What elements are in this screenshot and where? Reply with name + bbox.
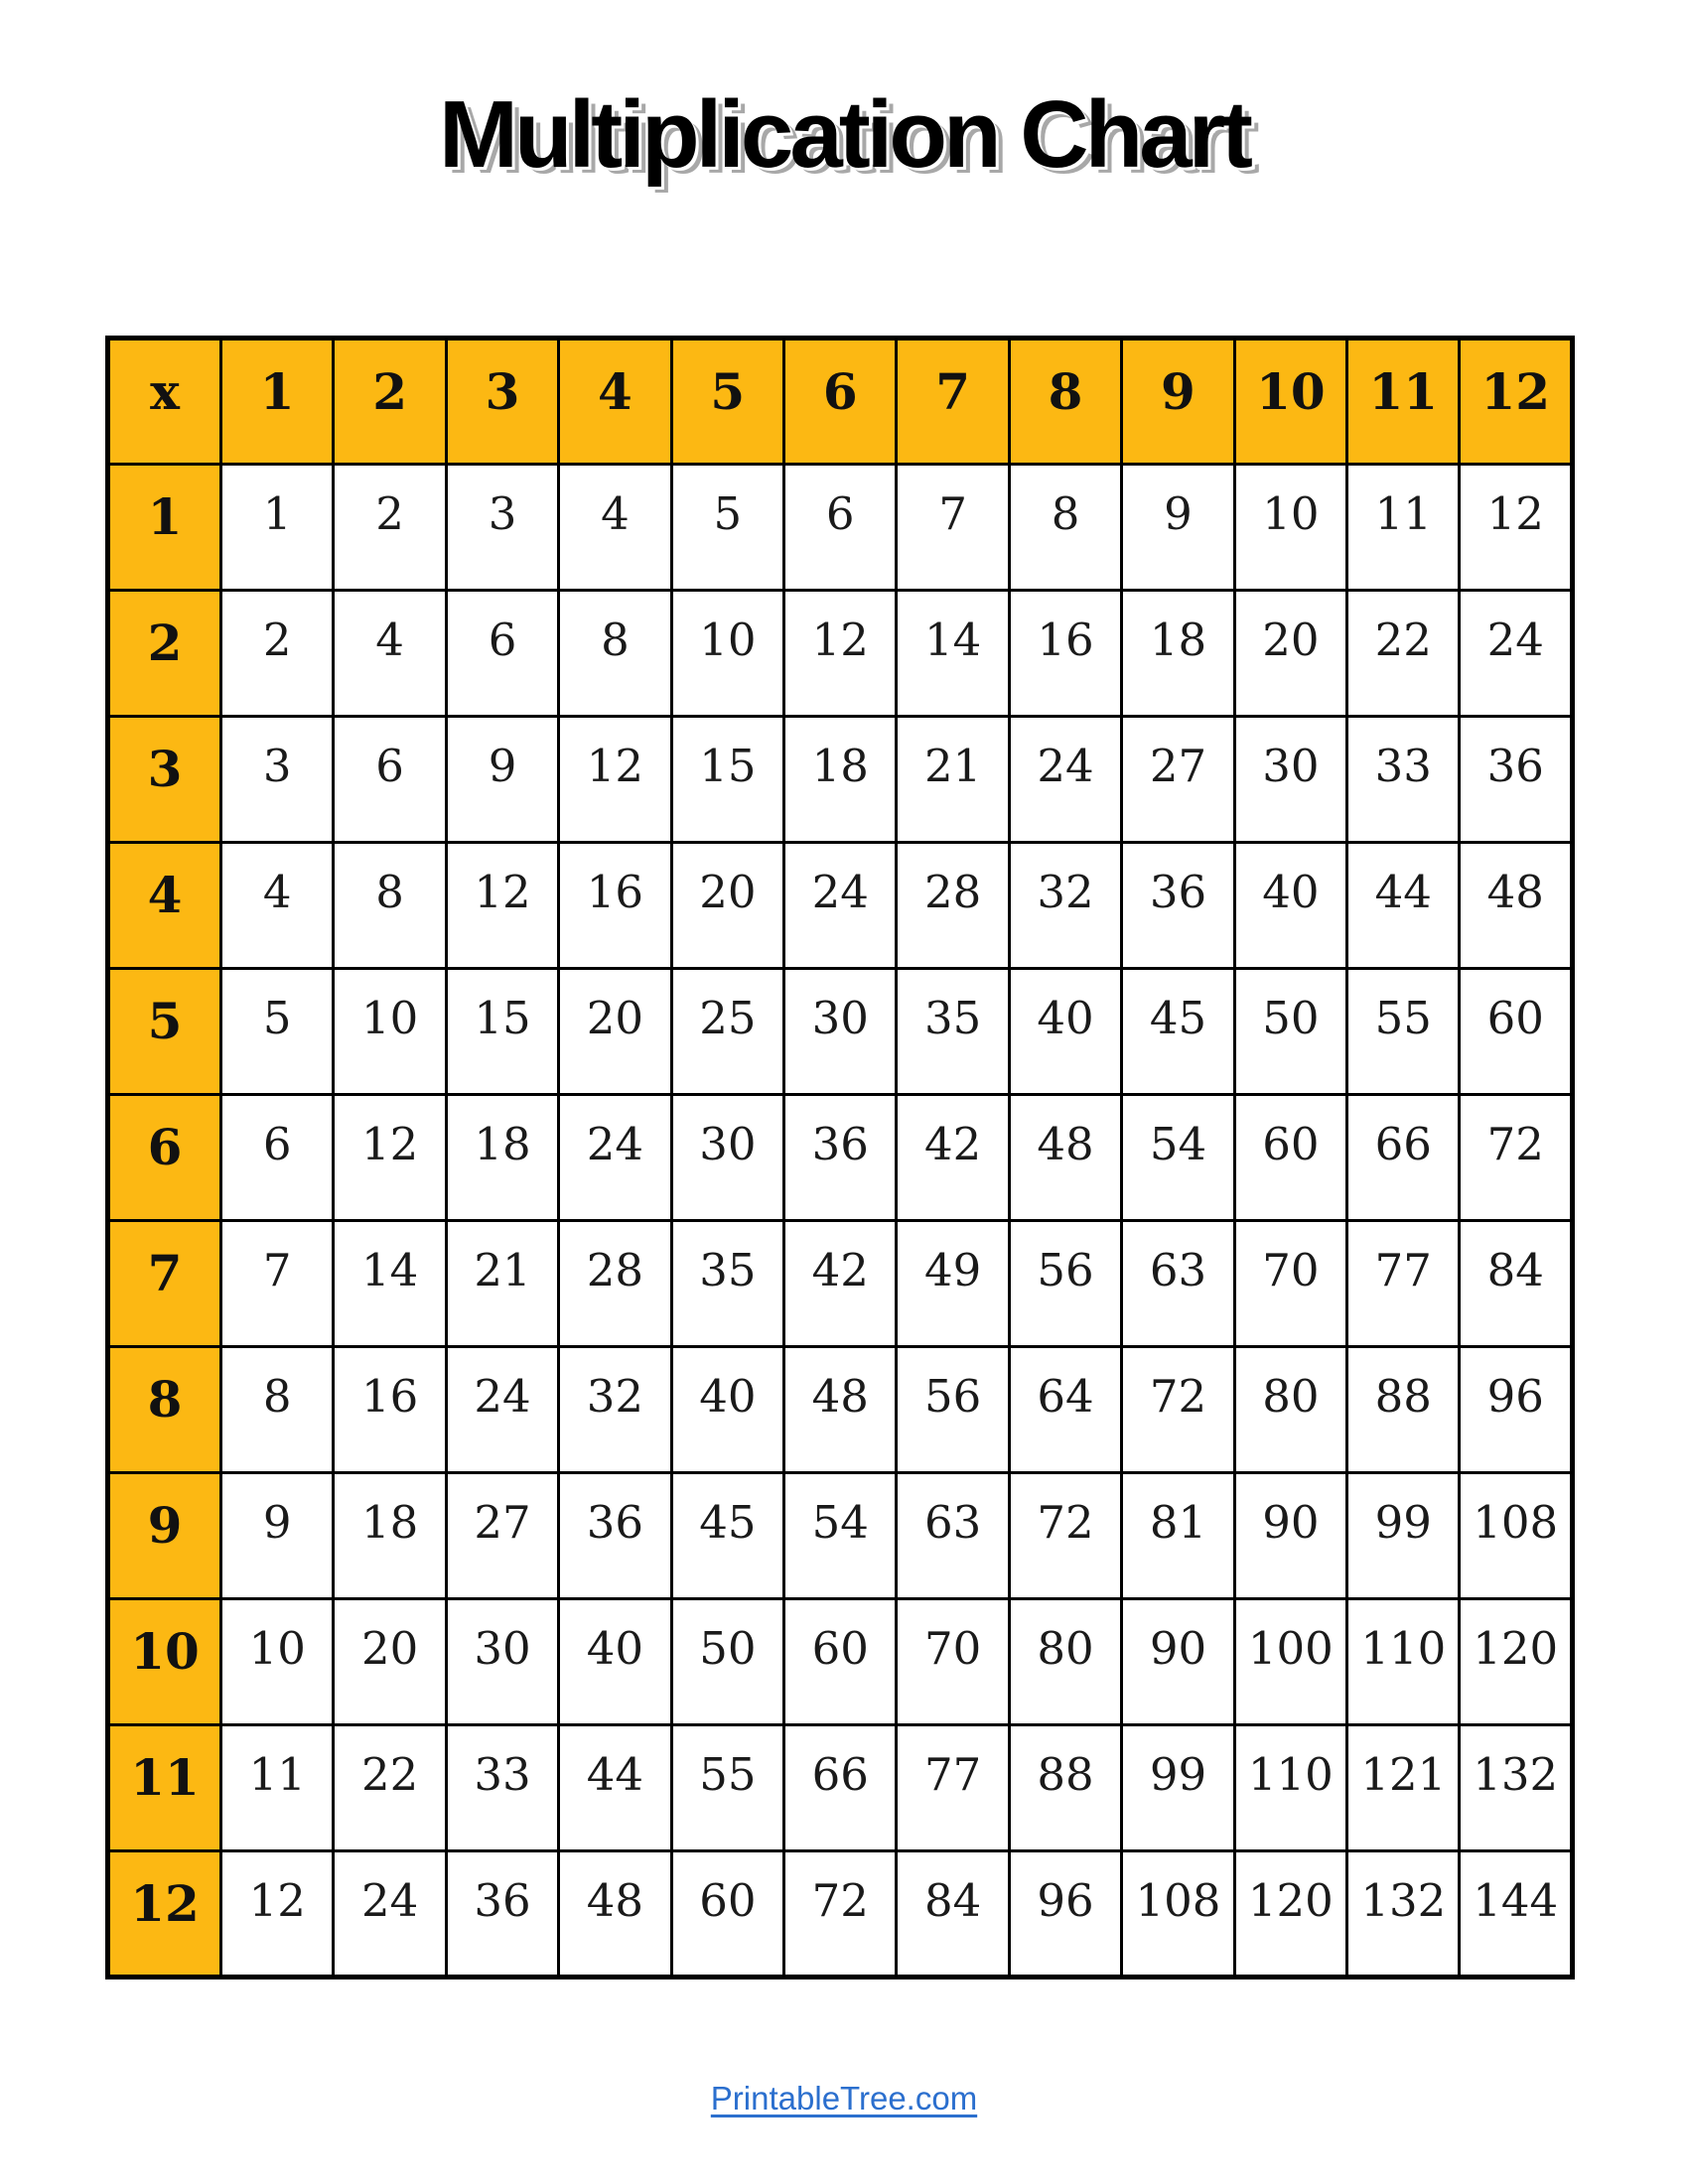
product-cell: 30 <box>671 1095 783 1221</box>
table-row <box>108 1725 1573 1851</box>
product-cell: 96 <box>1460 1347 1573 1473</box>
table-row <box>108 1221 1573 1347</box>
product-cell: 121 <box>1347 1725 1460 1851</box>
product-cell: 54 <box>784 1473 897 1599</box>
product-cell: 24 <box>784 843 897 969</box>
product-cell: 88 <box>1347 1347 1460 1473</box>
product-cell: 9 <box>221 1473 334 1599</box>
product-cell: 18 <box>446 1095 558 1221</box>
row-header-cell: 5 <box>108 969 221 1095</box>
row-header-cell: 2 <box>108 591 221 717</box>
product-cell: 108 <box>1122 1851 1234 1978</box>
product-cell: 12 <box>221 1851 334 1978</box>
product-cell: 48 <box>1460 843 1573 969</box>
table-row <box>108 465 1573 591</box>
product-cell: 20 <box>1234 591 1346 717</box>
column-header-cell: 12 <box>1460 339 1573 465</box>
product-cell: 18 <box>334 1473 446 1599</box>
product-cell: 36 <box>1122 843 1234 969</box>
product-cell: 77 <box>897 1725 1009 1851</box>
product-cell: 110 <box>1347 1599 1460 1725</box>
product-cell: 55 <box>1347 969 1460 1095</box>
table-row <box>108 1851 1573 1978</box>
table-row <box>108 591 1573 717</box>
product-cell: 27 <box>1122 717 1234 843</box>
row-header-cell: 11 <box>108 1725 221 1851</box>
product-cell: 16 <box>559 843 671 969</box>
column-header-cell: 2 <box>334 339 446 465</box>
product-cell: 24 <box>446 1347 558 1473</box>
product-cell: 70 <box>897 1599 1009 1725</box>
product-cell: 50 <box>1234 969 1346 1095</box>
product-cell: 8 <box>221 1347 334 1473</box>
product-cell: 30 <box>1234 717 1346 843</box>
product-cell: 72 <box>1009 1473 1121 1599</box>
product-cell: 8 <box>559 591 671 717</box>
product-cell: 64 <box>1009 1347 1121 1473</box>
product-cell: 4 <box>559 465 671 591</box>
product-cell: 6 <box>334 717 446 843</box>
product-cell: 6 <box>784 465 897 591</box>
product-cell: 22 <box>1347 591 1460 717</box>
footer <box>0 2080 1688 2117</box>
product-cell: 12 <box>446 843 558 969</box>
product-cell: 36 <box>784 1095 897 1221</box>
product-cell: 56 <box>897 1347 1009 1473</box>
product-cell: 11 <box>1347 465 1460 591</box>
product-cell: 12 <box>784 591 897 717</box>
table-row <box>108 1599 1573 1725</box>
table-row <box>108 969 1573 1095</box>
product-cell: 10 <box>671 591 783 717</box>
product-cell: 9 <box>1122 465 1234 591</box>
table-row <box>108 843 1573 969</box>
column-header-cell: 7 <box>897 339 1009 465</box>
product-cell: 22 <box>334 1725 446 1851</box>
product-cell: 8 <box>1009 465 1121 591</box>
product-cell: 12 <box>559 717 671 843</box>
product-cell: 60 <box>1460 969 1573 1095</box>
row-header-cell: 4 <box>108 843 221 969</box>
product-cell: 88 <box>1009 1725 1121 1851</box>
product-cell: 32 <box>1009 843 1121 969</box>
product-cell: 15 <box>446 969 558 1095</box>
product-cell: 45 <box>1122 969 1234 1095</box>
product-cell: 21 <box>897 717 1009 843</box>
product-cell: 25 <box>671 969 783 1095</box>
product-cell: 72 <box>1122 1347 1234 1473</box>
product-cell: 18 <box>1122 591 1234 717</box>
product-cell: 48 <box>1009 1095 1121 1221</box>
product-cell: 120 <box>1460 1599 1573 1725</box>
product-cell: 24 <box>334 1851 446 1978</box>
product-cell: 110 <box>1234 1725 1346 1851</box>
product-cell: 18 <box>784 717 897 843</box>
product-cell: 132 <box>1460 1725 1573 1851</box>
product-cell: 5 <box>221 969 334 1095</box>
product-cell: 33 <box>446 1725 558 1851</box>
column-header-cell: 3 <box>446 339 558 465</box>
product-cell: 42 <box>897 1095 1009 1221</box>
product-cell: 8 <box>334 843 446 969</box>
product-cell: 44 <box>1347 843 1460 969</box>
row-header-cell: 7 <box>108 1221 221 1347</box>
row-header-cell: 6 <box>108 1095 221 1221</box>
column-header-cell: 11 <box>1347 339 1460 465</box>
product-cell: 2 <box>221 591 334 717</box>
table-row <box>108 717 1573 843</box>
product-cell: 40 <box>671 1347 783 1473</box>
product-cell: 30 <box>446 1599 558 1725</box>
product-cell: 3 <box>446 465 558 591</box>
product-cell: 72 <box>1460 1095 1573 1221</box>
product-cell: 60 <box>784 1599 897 1725</box>
product-cell: 28 <box>559 1221 671 1347</box>
product-cell: 48 <box>559 1851 671 1978</box>
product-cell: 132 <box>1347 1851 1460 1978</box>
product-cell: 66 <box>784 1725 897 1851</box>
product-cell: 5 <box>671 465 783 591</box>
product-cell: 36 <box>559 1473 671 1599</box>
product-cell: 24 <box>1460 591 1573 717</box>
product-cell: 49 <box>897 1221 1009 1347</box>
row-header-cell: 3 <box>108 717 221 843</box>
product-cell: 35 <box>897 969 1009 1095</box>
product-cell: 120 <box>1234 1851 1346 1978</box>
product-cell: 100 <box>1234 1599 1346 1725</box>
product-cell: 63 <box>897 1473 1009 1599</box>
product-cell: 14 <box>897 591 1009 717</box>
product-cell: 48 <box>784 1347 897 1473</box>
corner-header-cell: x <box>108 339 221 465</box>
product-cell: 16 <box>1009 591 1121 717</box>
table-row <box>108 1095 1573 1221</box>
product-cell: 7 <box>221 1221 334 1347</box>
product-cell: 33 <box>1347 717 1460 843</box>
product-cell: 50 <box>671 1599 783 1725</box>
printabletree-link[interactable]: PrintableTree.com <box>710 2080 978 2116</box>
product-cell: 40 <box>1234 843 1346 969</box>
column-header-cell: 10 <box>1234 339 1346 465</box>
product-cell: 77 <box>1347 1221 1460 1347</box>
row-header-cell: 12 <box>108 1851 221 1978</box>
column-header-row <box>108 339 1573 465</box>
product-cell: 4 <box>334 591 446 717</box>
product-cell: 30 <box>784 969 897 1095</box>
column-header-cell: 9 <box>1122 339 1234 465</box>
table-row <box>108 1473 1573 1599</box>
product-cell: 24 <box>559 1095 671 1221</box>
product-cell: 108 <box>1460 1473 1573 1599</box>
product-cell: 60 <box>671 1851 783 1978</box>
product-cell: 14 <box>334 1221 446 1347</box>
product-cell: 12 <box>1460 465 1573 591</box>
product-cell: 40 <box>1009 969 1121 1095</box>
product-cell: 16 <box>334 1347 446 1473</box>
page-title: Multiplication Chart <box>439 81 1249 188</box>
product-cell: 66 <box>1347 1095 1460 1221</box>
product-cell: 80 <box>1234 1347 1346 1473</box>
row-header-cell: 10 <box>108 1599 221 1725</box>
product-cell: 90 <box>1234 1473 1346 1599</box>
product-cell: 35 <box>671 1221 783 1347</box>
product-cell: 10 <box>221 1599 334 1725</box>
row-header-cell: 1 <box>108 465 221 591</box>
table-row <box>108 1347 1573 1473</box>
product-cell: 11 <box>221 1725 334 1851</box>
product-cell: 6 <box>221 1095 334 1221</box>
product-cell: 21 <box>446 1221 558 1347</box>
product-cell: 99 <box>1122 1725 1234 1851</box>
product-cell: 90 <box>1122 1599 1234 1725</box>
row-header-cell: 9 <box>108 1473 221 1599</box>
product-cell: 56 <box>1009 1221 1121 1347</box>
product-cell: 36 <box>446 1851 558 1978</box>
product-cell: 4 <box>221 843 334 969</box>
product-cell: 70 <box>1234 1221 1346 1347</box>
product-cell: 10 <box>1234 465 1346 591</box>
product-cell: 63 <box>1122 1221 1234 1347</box>
product-cell: 72 <box>784 1851 897 1978</box>
product-cell: 55 <box>671 1725 783 1851</box>
product-cell: 24 <box>1009 717 1121 843</box>
product-cell: 2 <box>334 465 446 591</box>
product-cell: 44 <box>559 1725 671 1851</box>
product-cell: 96 <box>1009 1851 1121 1978</box>
column-header-cell: 1 <box>221 339 334 465</box>
product-cell: 54 <box>1122 1095 1234 1221</box>
product-cell: 12 <box>334 1095 446 1221</box>
product-cell: 10 <box>334 969 446 1095</box>
column-header-cell: 8 <box>1009 339 1121 465</box>
product-cell: 84 <box>1460 1221 1573 1347</box>
product-cell: 3 <box>221 717 334 843</box>
product-cell: 1 <box>221 465 334 591</box>
product-cell: 99 <box>1347 1473 1460 1599</box>
row-header-cell: 8 <box>108 1347 221 1473</box>
product-cell: 20 <box>559 969 671 1095</box>
product-cell: 42 <box>784 1221 897 1347</box>
product-cell: 81 <box>1122 1473 1234 1599</box>
column-header-cell: 5 <box>671 339 783 465</box>
product-cell: 36 <box>1460 717 1573 843</box>
product-cell: 15 <box>671 717 783 843</box>
product-cell: 6 <box>446 591 558 717</box>
product-cell: 60 <box>1234 1095 1346 1221</box>
product-cell: 28 <box>897 843 1009 969</box>
product-cell: 80 <box>1009 1599 1121 1725</box>
product-cell: 40 <box>559 1599 671 1725</box>
column-header-cell: 4 <box>559 339 671 465</box>
product-cell: 45 <box>671 1473 783 1599</box>
product-cell: 84 <box>897 1851 1009 1978</box>
product-cell: 7 <box>897 465 1009 591</box>
product-cell: 9 <box>446 717 558 843</box>
product-cell: 20 <box>334 1599 446 1725</box>
multiplication-table <box>105 336 1575 1979</box>
product-cell: 27 <box>446 1473 558 1599</box>
product-cell: 20 <box>671 843 783 969</box>
product-cell: 32 <box>559 1347 671 1473</box>
column-header-cell: 6 <box>784 339 897 465</box>
product-cell: 144 <box>1460 1851 1573 1978</box>
